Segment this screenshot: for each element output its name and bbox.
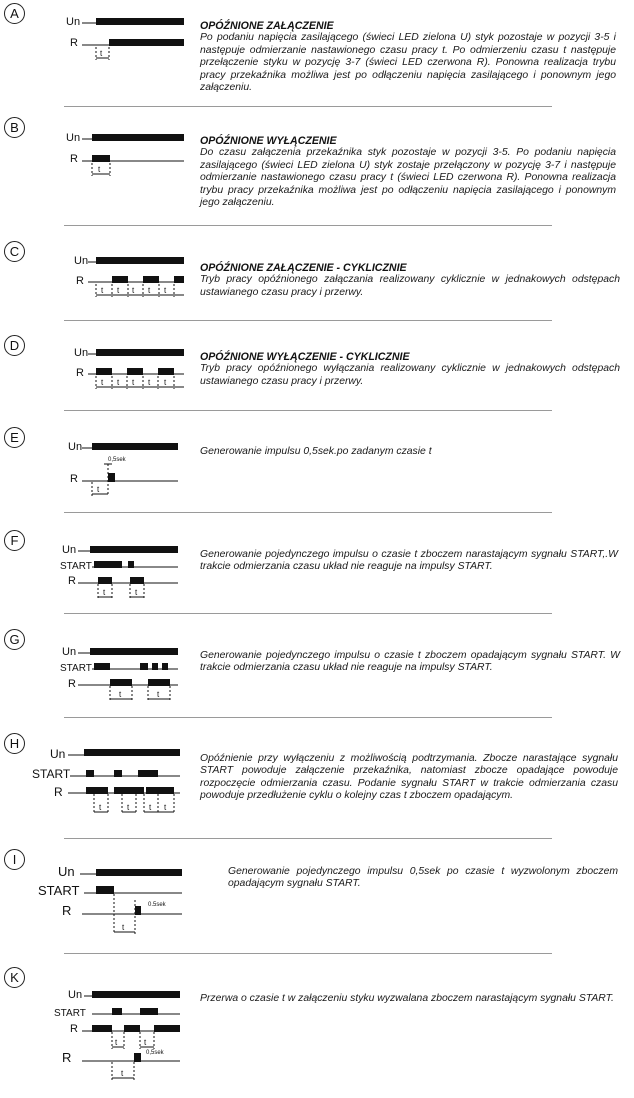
section-description-e bbox=[200, 446, 620, 458]
time-label-t: t bbox=[119, 690, 122, 699]
time-label-t: t bbox=[135, 588, 138, 597]
signal-label-r: R bbox=[70, 1023, 78, 1035]
section-badge-a: A bbox=[4, 3, 25, 24]
section-description-i bbox=[228, 866, 618, 891]
time-label-t: t bbox=[122, 923, 125, 932]
section-text-k: Przerwa o czasie t w załączeniu styku wyzwalana zboczem narastającym sygnału START. bbox=[200, 993, 614, 1004]
section-text-b: Do czasu załączenia przekaźnika styk pozostaje w pozycji 3-5. Po podaniu napięcia zasilającego (świeci LED zielona U) styk zostaje przełączony w pozycję 3-7 i następuje odmierzanie nastawionego czasu pracy t (świeci LED czerwona R). Ponowna realizacja trybu pracy przekaźnika możliwa jest po odłączeniu napięcia zasilającego i ponownym jego załączeniu. bbox=[200, 147, 616, 209]
timing-diagram-i bbox=[34, 860, 194, 940]
signal-label-r: R bbox=[76, 275, 84, 287]
signal-label-un: Un bbox=[66, 132, 81, 144]
timing-diagram-k bbox=[54, 984, 194, 1084]
section-text-e: Generowanie impulsu 0,5sek.po zadanym czasie t bbox=[200, 446, 432, 457]
section-badge-c: C bbox=[4, 241, 25, 262]
time-label-t: t bbox=[132, 286, 135, 295]
section-title-a: OPÓŹNIONE ZAŁĄCZENIE bbox=[200, 20, 334, 32]
pulse-label: 0,5sek bbox=[108, 457, 126, 463]
time-label-t: t bbox=[157, 690, 160, 699]
section-text-h: Opóźnienie przy wyłączeniu z możliwością podtrzymania. Zbocze narastające sygnału START powoduje załączenie przekaźnika, natomiast zbocze opadające powoduje rozpoczęcie odmierzania czasu. Podanie sygnału START w trakcie odmierzania czasu powoduje przedłużenie cyklu o kolejny czas t zboczem opadającym. bbox=[200, 753, 618, 802]
time-label-t: t bbox=[97, 485, 100, 494]
signal-label-r: R bbox=[68, 575, 76, 587]
pulse-label: 0,5sek bbox=[146, 1050, 164, 1056]
time-label-t: t bbox=[164, 803, 167, 812]
time-label-t: t bbox=[99, 803, 102, 812]
section-text-i: Generowanie pojedynczego impulsu 0,5sek po czasie t wyzwolonym zboczem opadającym sygnału START. bbox=[228, 866, 618, 890]
section-badge-e: E bbox=[4, 427, 25, 448]
signal-label-un: Un bbox=[62, 646, 77, 658]
section-badge-h: H bbox=[4, 733, 25, 754]
section-divider bbox=[64, 410, 552, 411]
section-title-c: OPÓŹNIONE ZAŁĄCZENIE - CYKLICZNIE bbox=[200, 262, 407, 274]
signal-label-un: Un bbox=[50, 747, 66, 761]
signal-label-start: START bbox=[32, 767, 71, 781]
section-divider bbox=[64, 953, 552, 954]
section-divider bbox=[64, 838, 552, 839]
section-badge-d: D bbox=[4, 335, 25, 356]
time-label-t: t bbox=[127, 803, 130, 812]
section-badge-k: K bbox=[4, 967, 25, 988]
signal-label-start: START bbox=[38, 883, 80, 898]
timing-diagram-b bbox=[64, 130, 194, 182]
time-label-t: t bbox=[117, 378, 120, 387]
time-label-t: t bbox=[103, 588, 106, 597]
section-text-c: Tryb pracy opóźnionego załączania realizowany cyklicznie w jednakowych odstępach ustawianego czasu pracy i przerwy. bbox=[200, 274, 620, 298]
section-description-b bbox=[200, 135, 616, 209]
signal-label-un: Un bbox=[62, 544, 77, 556]
time-label-t: t bbox=[117, 286, 120, 295]
signal-label-r: R bbox=[70, 153, 78, 165]
section-text-d: Tryb pracy opóźnionego wyłączania realizowany cyklicznie w jednakowych odstępach ustawianego czasu pracy i przerwy. bbox=[200, 363, 620, 387]
section-badge-g: G bbox=[4, 629, 25, 650]
timing-diagram-g bbox=[60, 644, 195, 706]
signal-label-start: START bbox=[60, 663, 92, 674]
timing-diagram-c bbox=[72, 252, 202, 306]
timing-diagram-f bbox=[60, 542, 195, 604]
section-badge-b: B bbox=[4, 117, 25, 138]
time-label-t: t bbox=[144, 1038, 147, 1047]
section-description-c bbox=[200, 262, 620, 299]
signal-label-un: Un bbox=[66, 16, 81, 28]
time-label-t: t bbox=[132, 378, 135, 387]
section-description-f bbox=[200, 549, 618, 574]
section-description-d bbox=[200, 351, 620, 388]
section-divider bbox=[64, 320, 552, 321]
section-divider bbox=[64, 512, 552, 513]
timing-diagram-d bbox=[72, 344, 202, 398]
section-divider bbox=[64, 613, 552, 614]
section-description-a bbox=[200, 20, 616, 94]
signal-label-un: Un bbox=[68, 441, 83, 453]
time-label-t: t bbox=[101, 378, 104, 387]
timing-diagram-h bbox=[32, 744, 187, 820]
timing-diagram-e bbox=[66, 436, 196, 502]
signal-label-start: START bbox=[60, 561, 92, 572]
time-label-t: t bbox=[148, 286, 151, 295]
time-label-t: t bbox=[149, 803, 152, 812]
signal-label-un: Un bbox=[58, 864, 75, 879]
time-label-t: t bbox=[115, 1038, 118, 1047]
time-label-t: t bbox=[100, 49, 103, 58]
section-text-g: Generowanie pojedynczego impulsu o czasie t zboczem opadającym sygnału START. W trakcie odmierzania czasu układ nie reaguje na impulsy START. bbox=[200, 650, 620, 674]
section-divider bbox=[64, 717, 552, 718]
section-divider bbox=[64, 225, 552, 226]
time-label-t: t bbox=[98, 165, 101, 174]
section-title-b: OPÓŹNIONE WYŁĄCZENIE bbox=[200, 135, 337, 147]
section-title-d: OPÓŹNIONE WYŁĄCZENIE - CYKLICZNIE bbox=[200, 351, 410, 363]
section-description-g bbox=[200, 650, 620, 675]
signal-label-un: Un bbox=[74, 347, 89, 359]
time-label-t: t bbox=[148, 378, 151, 387]
time-label-t: t bbox=[121, 1069, 124, 1078]
section-description-h bbox=[200, 753, 618, 803]
signal-label-r: R bbox=[68, 678, 76, 690]
signal-label-r: R bbox=[62, 1050, 72, 1065]
signal-label-start: START bbox=[54, 1008, 86, 1019]
section-description-k bbox=[200, 993, 618, 1005]
time-label-t: t bbox=[164, 378, 167, 387]
time-label-t: t bbox=[101, 286, 104, 295]
signal-label-un: Un bbox=[68, 989, 83, 1001]
signal-label-un: Un bbox=[74, 255, 89, 267]
section-text-a: Po podaniu napięcia zasilającego (świeci LED zielona U) styk pozostaje w pozycji 3-5 i następuje odmierzanie nastawionego czasu pracy t. Po odmierzeniu czasu t następuje przełączenie styku w pozycję 3-7 (świeci LED czerwona R). Ponowna realizacja trybu pracy przekaźnika możliwa jest po odłączeniu napięcia zasilającego i ponownym jego załączeniu. bbox=[200, 32, 616, 94]
section-divider bbox=[64, 106, 552, 107]
section-text-f: Generowanie pojedynczego impulsu o czasie t zboczem narastającym sygnału START,.W trakcie odmierzania czasu układ nie reaguje na impulsy START. bbox=[200, 549, 618, 573]
signal-label-r: R bbox=[70, 473, 78, 485]
signal-label-r: R bbox=[70, 37, 78, 49]
signal-label-r: R bbox=[62, 903, 72, 918]
pulse-label: 0.5sek bbox=[148, 902, 166, 908]
section-badge-i: I bbox=[4, 849, 25, 870]
timing-diagram-a bbox=[64, 14, 194, 66]
section-badge-f: F bbox=[4, 530, 25, 551]
signal-label-r: R bbox=[54, 785, 63, 799]
signal-label-r: R bbox=[76, 367, 84, 379]
time-label-t: t bbox=[164, 286, 167, 295]
